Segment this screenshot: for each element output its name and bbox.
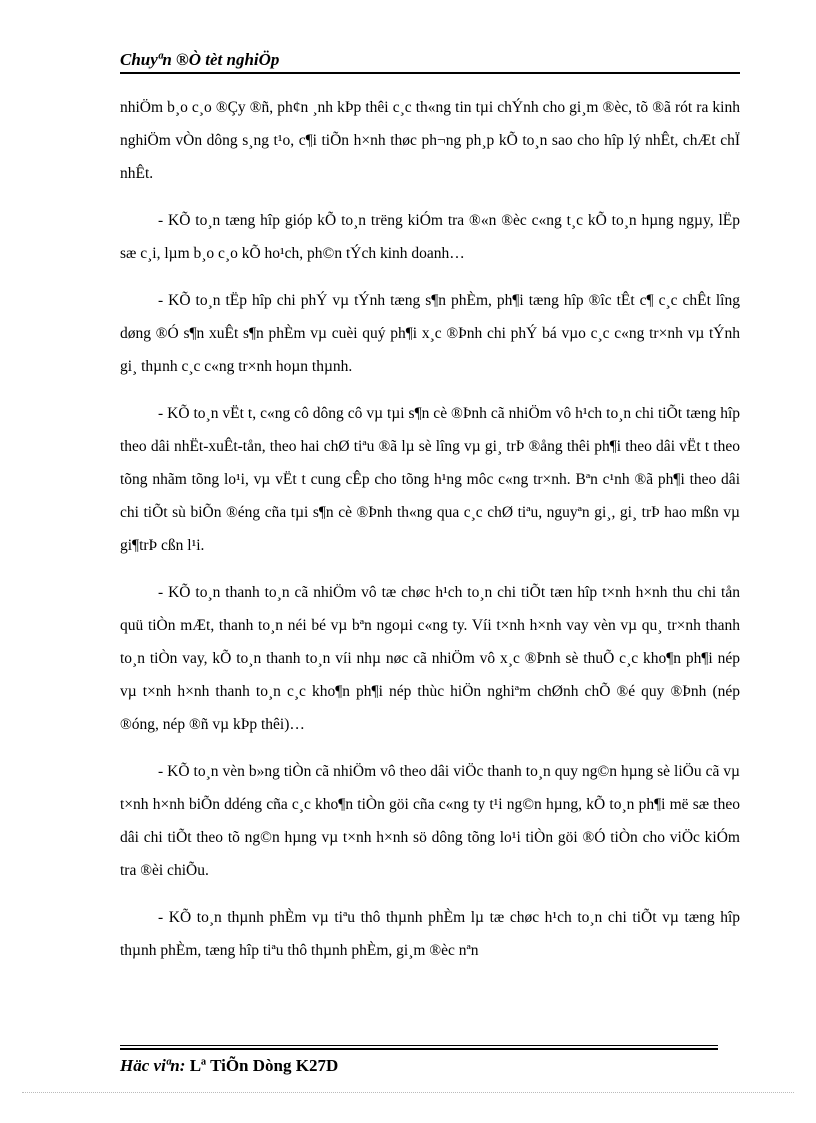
paragraph-payment-accounting: - KÕ to¸n thanh to¸n cã nhiÖm vô tæ chøc h¹ch to¸n chi tiÕt tæn hîp t×nh h×nh thu chi tån quü tiÒn mÆt, thanh to¸n néi bé vµ bªn ngoµi c«ng ty. Víi t×nh h×nh vay vèn vµ qu¸ tr×nh thanh to¸n tiÒn vay, kÕ to¸n thanh to¸n víi nhµ nøc cã nhiÖm vô x¸c ®Þnh sè thuÕ c¸c kho¶n ph¶i nép vµ t×nh h×nh thanh to¸n c¸c kho¶n ph¶i nép thùc hiÖn nghiªm chØnh chÕ ®é quy ®Þnh (nép ®óng, nép ®ñ vµ kÞp thêi)… — [120, 584, 740, 733]
paragraph-materials-assets-accounting: - KÕ to¸n vËt t, c«ng cô dông cô vµ tµi s¶n cè ®Þnh cã nhiÖm vô h¹ch to¸n chi tiÕt tæng hîp theo dâi nhËt-xuÊt-tån, theo hai chØ tiªu ®ã lµ sè lîng vµ gi¸ trÞ ®ång thêi ph¶i theo dâi vËt t theo tõng nhãm tõng lo¹i, vµ vËt t cung cÊp cho tõng h¹ng môc c«ng tr×nh. Bªn c¹nh ®ã ph¶i theo dâi chi tiÕt sù biÕn ®éng cña tµi s¶n cè ®Þnh th«ng qua c¸c chØ tiªu, nguyªn gi¸, gi¸ trÞ hao mßn vµ gi¶trÞ cßn l¹i. — [120, 405, 740, 554]
footer-divider-thick — [120, 1048, 718, 1050]
header-title: Chuyªn ®Ò tèt nghiÖp — [120, 50, 280, 69]
footer-divider — [120, 1045, 718, 1046]
paragraph-intro-continuation: nhiÖm b¸o c¸o ®Çy ®ñ, ph¢n ¸nh kÞp thêi c¸c th«ng tin tµi chÝnh cho gi¸m ®èc, tõ ®ã rót ra kinh nghiÖm vÒn dông s¸ng t¹o, c¶i tiÕn h×nh thøc ph¬ng ph¸p kÕ to¸n sao cho hîp lý nhÊt, chÆt chÏ nhÊt. — [120, 99, 740, 182]
paragraph-general-accounting: - KÕ to¸n tæng hîp gióp kÕ to¸n trëng kiÓm tra ®«n ®èc c«ng t¸c kÕ to¸n hµng ngµy, lËp sæ c¸i, lµm b¸o c¸o kÕ ho¹ch, ph©n tÝch kinh doanh… — [120, 212, 740, 262]
paragraph-cash-accounting: - KÕ to¸n vèn b»ng tiÒn cã nhiÖm vô theo dâi viÖc thanh to¸n quy ng©n hµng sè liÖu cã vµ t×nh h×nh biÕn ddéng cña c¸c kho¶n tiÒn göi cña c«ng ty t¹i ng©n hµng, kÕ to¸n ph¶i më sæ theo dâi chi tiÕt theo tõ ng©n hµng vµ t×nh h×nh sö dông tõng lo¹i tiÒn göi ®Ó tiÒn cho viÖc kiÓm tra ®èi chiÕu. — [120, 763, 740, 879]
footer-student-label: Häc viªn: — [120, 1056, 186, 1075]
paragraph-finished-goods-accounting: - KÕ to¸n thµnh phÈm vµ tiªu thô thµnh phÈm lµ tæ chøc h¹ch to¸n chi tiÕt vµ tæng hîp thµnh phÈm, tæng hîp tiªu thô thµnh phÈm, gi¸m ®èc nªn — [120, 909, 740, 959]
page-bottom-edge — [22, 1092, 794, 1093]
footer-student-name: Lª TiÕn Dòng K27D — [189, 1056, 339, 1075]
paragraph-cost-accounting: - KÕ to¸n tËp hîp chi phÝ vµ tÝnh tæng s¶n phÈm, ph¶i tæng hîp ®îc tÊt c¶ c¸c chÊt lîng døng ®Ó s¶n xuÊt s¶n phÈm vµ cuèi quý ph¶i x¸c ®Þnh chi phÝ bá vµo c¸c c«ng tr×nh vµ tÝnh gi¸ thµnh c¸c c«ng tr×nh hoµn thµnh. — [120, 292, 740, 375]
page-footer — [120, 1045, 718, 1076]
document-body — [120, 91, 740, 981]
page-header — [120, 50, 740, 74]
footer-student-line — [120, 1056, 718, 1076]
